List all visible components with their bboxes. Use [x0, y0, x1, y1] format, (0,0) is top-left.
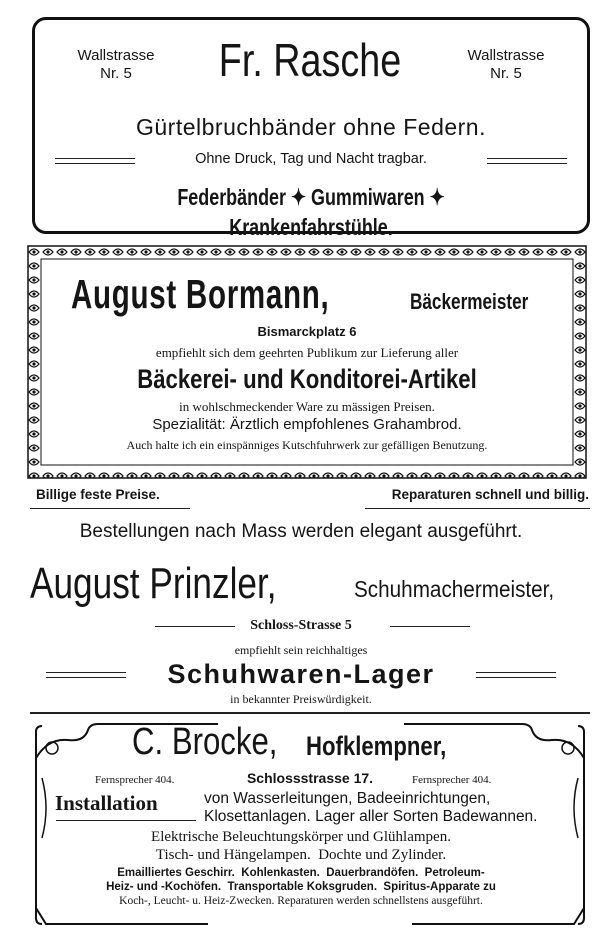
brocke-name: C. Brocke, [132, 721, 278, 763]
brocke-address: Schlossstrasse 17. [246, 770, 374, 786]
street-left-line2: Nr. 5 [100, 65, 132, 82]
brocke-line1: Elektrische Beleuchtungskörper und Glühlampen. [151, 829, 451, 845]
prinzler-right-note: Reparaturen schnell und billig. [391, 487, 589, 502]
prinzler-headline: Schuhwaren-Lager [167, 659, 435, 689]
brocke-line3: Emailliertes Geschirr. Kohlenkasten. Dauerbrandöfen. Petroleum- [117, 867, 485, 879]
bormann-advert [27, 245, 587, 479]
rasche-advert [32, 17, 590, 240]
street-right-line1: Wallstrasse [467, 47, 545, 64]
brocke-install-label: Installation [55, 791, 158, 815]
prinzler-line2: in bekannter Preiswürdigkeit. [230, 692, 372, 706]
street-left [61, 47, 171, 83]
bormann-headline: Bäckerei- und Konditorei-Artikel [137, 364, 477, 394]
prinzler-tagline: Bestellungen nach Mass werden elegant ausgeführt. [79, 521, 523, 542]
brocke-phone-right: Fernsprecher 404. [412, 774, 492, 786]
rasche-product: Gürtelbruchbänder ohne Federn. [136, 114, 486, 140]
bormann-name: August Bormann, [71, 271, 330, 317]
prinzler-left-note: Billige feste Preise. [36, 487, 160, 502]
brocke-line5: Koch-, Leucht- u. Heiz-Zwecken. Reparaturen werden schnellstens ausgeführt. [119, 895, 483, 907]
brocke-install-text1: von Wasserleitungen, Badeeinrichtungen, [204, 790, 491, 807]
bormann-line3: Spezialität: Ärztlich empfohlenes Grahambrod. [152, 416, 462, 433]
bormann-line2: in wohlschmeckender Ware zu mässigen Preisen. [179, 399, 435, 414]
right-note-rule [365, 508, 590, 509]
bormann-line1: empfiehlt sich dem geehrten Publikum zur Lieferung aller [155, 345, 459, 360]
street-right-line2: Nr. 5 [490, 65, 522, 82]
rasche-note: Ohne Druck, Tag und Nacht tragbar. [195, 151, 427, 167]
install-rule [56, 820, 196, 821]
headline-rule-right [476, 672, 556, 678]
street-right [451, 47, 561, 83]
brocke-title: Hofklempner, [306, 731, 447, 761]
brocke-phone-left: Fernsprecher 404. [95, 774, 175, 786]
prinzler-address: Schloss-Strasse 5 [250, 618, 352, 633]
rule-right [487, 158, 567, 164]
rasche-items: Federbänder ✦ Gummiwaren ✦ Krankenfahrstühle. [177, 184, 445, 240]
brocke-line4: Heiz- und -Kochöfen. Transportable Koksgruden. Spiritus-Apparate zu [106, 881, 496, 893]
rule-left [55, 158, 135, 164]
left-note-rule [30, 508, 190, 509]
separator-rule [30, 712, 590, 714]
prinzler-name: August Prinzler, [30, 559, 277, 608]
prinzler-line1: empfiehlt sein reichhaltiges [234, 643, 368, 657]
street-left-line1: Wallstrasse [77, 47, 155, 64]
address-rule-right [390, 626, 470, 627]
bormann-address: Bismarckplatz 6 [257, 324, 357, 339]
brocke-install-text2: Klosettanlagen. Lager aller Sorten Badewannen. [204, 808, 538, 825]
bormann-line4: Auch halte ich ein einspänniges Kutschfuhrwerk zur gefälligen Benutzung. [126, 438, 488, 452]
rasche-name: Fr. Rasche [218, 34, 402, 86]
brocke-line2: Tisch- und Hängelampen. Dochte und Zylinder. [155, 847, 447, 863]
bormann-title: Bäckermeister [410, 289, 529, 314]
prinzler-title: Schuhmachermeister, [354, 576, 555, 602]
